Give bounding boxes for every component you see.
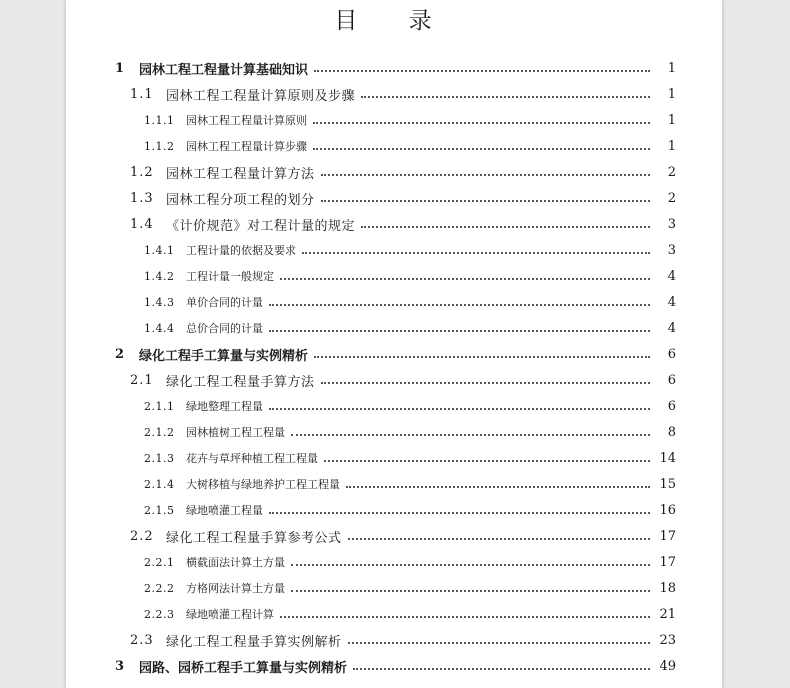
dot-leader (280, 278, 650, 280)
toc-entry-page: 1 (667, 86, 676, 102)
toc-entry-label: 绿地喷灌工程量 (186, 504, 263, 517)
toc-entry[interactable] (66, 341, 722, 367)
toc-entry-label: 园林工程工程量计算方法 (166, 166, 315, 182)
toc-entry[interactable] (66, 55, 722, 81)
toc-entry-page: 18 (659, 580, 676, 596)
toc-entry-number: 1 (115, 60, 125, 76)
toc-entry-label: 园路、园桥工程手工算量与实例精析 (139, 660, 348, 676)
dot-leader (321, 200, 650, 202)
toc-entry-label: 园林工程分项工程的划分 (166, 192, 315, 208)
toc-entry-number: 1.1.1 (144, 113, 175, 127)
toc-entry-label: 园林工程工程量计算原则 (186, 114, 307, 127)
toc-entry-label: 园林工程工程量计算步骤 (186, 140, 307, 153)
toc-entry-number: 2.1.1 (144, 399, 175, 413)
toc-entry-page: 8 (667, 424, 676, 440)
dot-leader (269, 408, 650, 410)
toc-entry-page: 49 (659, 658, 676, 674)
dot-leader (269, 304, 650, 306)
toc-entry[interactable] (66, 81, 722, 107)
toc-entry-number: 2.1.5 (144, 503, 175, 517)
toc-entry-label: 绿地整理工程量 (186, 400, 263, 413)
toc-entry-number: 1.1 (130, 86, 154, 102)
toc-entry[interactable] (66, 601, 722, 627)
toc-entry[interactable] (66, 445, 722, 471)
toc-entry-label: 总价合同的计量 (186, 322, 263, 335)
toc-entry-label: 绿化工程工程量手算参考公式 (166, 530, 342, 546)
dot-leader (348, 642, 650, 644)
toc-entry[interactable] (66, 185, 722, 211)
toc-entry-page: 4 (667, 268, 676, 284)
toc-entry[interactable] (66, 367, 722, 393)
toc-entry[interactable] (66, 549, 722, 575)
toc-entry[interactable] (66, 393, 722, 419)
toc-entry[interactable] (66, 653, 722, 679)
toc-entry-label: 绿化工程工程量手算方法 (166, 374, 315, 390)
toc-entry-label: 绿地喷灌工程计算 (186, 608, 274, 621)
toc-entry-label: 方格网法计算土方量 (186, 582, 285, 595)
toc-entry[interactable] (66, 627, 722, 653)
toc-entry-page: 4 (667, 320, 676, 336)
toc-entry[interactable] (66, 107, 722, 133)
toc-entry-page: 2 (667, 164, 676, 180)
toc-entry[interactable] (66, 419, 722, 445)
dot-leader (280, 616, 650, 618)
toc-entry-number: 1.4.4 (144, 321, 175, 335)
toc-entry-number: 2.2 (130, 528, 154, 544)
toc-entry-number: 2 (115, 346, 125, 362)
toc-entry-number: 2.3 (130, 632, 154, 648)
toc-entry-number: 1.3 (130, 190, 154, 206)
toc-entry[interactable] (66, 263, 722, 289)
dot-leader (353, 668, 650, 670)
toc-entry-label: 园林工程工程量计算基础知识 (139, 62, 309, 78)
toc-entry-number: 1.4.2 (144, 269, 175, 283)
dot-leader (314, 70, 650, 72)
toc-entry-label: 园林植树工程工程量 (186, 426, 285, 439)
toc-entry-number: 3 (115, 658, 125, 674)
toc-entry[interactable] (66, 497, 722, 523)
toc-entry-page: 17 (659, 528, 676, 544)
toc-entry[interactable] (66, 471, 722, 497)
toc-entry[interactable] (66, 159, 722, 185)
toc-entry-page: 17 (659, 554, 676, 570)
dot-leader (313, 122, 650, 124)
toc-entry-label: 园林工程工程量计算原则及步骤 (166, 88, 356, 104)
toc-entry-number: 1.4.3 (144, 295, 175, 309)
toc-entry-page: 2 (667, 190, 676, 206)
toc-entry-page: 6 (667, 372, 676, 388)
toc-entry-number: 1.2 (130, 164, 154, 180)
toc-entry-page: 1 (667, 112, 676, 128)
toc-entry-label: 单价合同的计量 (186, 296, 263, 309)
dot-leader (346, 486, 650, 488)
toc-entry-number: 2.1.4 (144, 477, 175, 491)
dot-leader (291, 564, 650, 566)
dot-leader (291, 434, 650, 436)
toc-entry-page: 1 (667, 60, 676, 76)
toc-entry-label: 大树移植与绿地养护工程工程量 (186, 478, 340, 491)
dot-leader (302, 252, 650, 254)
dot-leader (313, 148, 650, 150)
toc-entry-page: 14 (659, 450, 676, 466)
toc-entry[interactable] (66, 237, 722, 263)
toc-entry-page: 1 (667, 138, 676, 154)
toc-entry-page: 3 (667, 216, 676, 232)
dot-leader (321, 174, 650, 176)
toc-entry-label: 绿化工程工程量手算实例解析 (166, 634, 342, 650)
toc-entry-number: 2.1.2 (144, 425, 175, 439)
dot-leader (269, 512, 650, 514)
toc-entry-page: 15 (659, 476, 676, 492)
dot-leader (361, 226, 650, 228)
dot-leader (348, 538, 650, 540)
toc-entry-page: 16 (659, 502, 676, 518)
toc-entry-number: 1.4.1 (144, 243, 175, 257)
toc-entry-label: 绿化工程手工算量与实例精析 (139, 348, 309, 364)
table-of-contents (66, 55, 722, 679)
toc-entry-number: 1.1.2 (144, 139, 175, 153)
toc-entry-page: 3 (667, 242, 676, 258)
toc-entry-page: 4 (667, 294, 676, 310)
toc-title: 目 录 (334, 8, 454, 34)
toc-entry-page: 21 (659, 606, 676, 622)
toc-entry-label: 《计价规范》对工程计量的规定 (166, 218, 356, 234)
toc-entry-number: 2.1.3 (144, 451, 175, 465)
document-page (66, 0, 722, 688)
toc-entry[interactable] (66, 315, 722, 341)
toc-entry[interactable] (66, 523, 722, 549)
toc-entry[interactable] (66, 211, 722, 237)
toc-entry-label: 工程计量的依据及要求 (186, 244, 296, 257)
dot-leader (321, 382, 650, 384)
dot-leader (324, 460, 650, 462)
dot-leader (269, 330, 650, 332)
toc-entry-label: 横截面法计算土方量 (186, 556, 285, 569)
toc-entry-number: 2.1 (130, 372, 154, 388)
toc-entry-number: 2.2.1 (144, 555, 175, 569)
toc-entry-number: 1.4 (130, 216, 154, 232)
dot-leader (314, 356, 650, 358)
toc-entry-number: 2.2.3 (144, 607, 175, 621)
dot-leader (291, 590, 650, 592)
toc-entry-label: 工程计量一般规定 (186, 270, 274, 283)
toc-entry-page: 23 (659, 632, 676, 648)
toc-entry[interactable] (66, 289, 722, 315)
toc-entry[interactable] (66, 575, 722, 601)
toc-entry[interactable] (66, 133, 722, 159)
toc-entry-page: 6 (667, 346, 676, 362)
toc-entry-number: 2.2.2 (144, 581, 175, 595)
toc-entry-label: 花卉与草坪种植工程工程量 (186, 452, 318, 465)
dot-leader (361, 96, 650, 98)
toc-entry-page: 6 (667, 398, 676, 414)
